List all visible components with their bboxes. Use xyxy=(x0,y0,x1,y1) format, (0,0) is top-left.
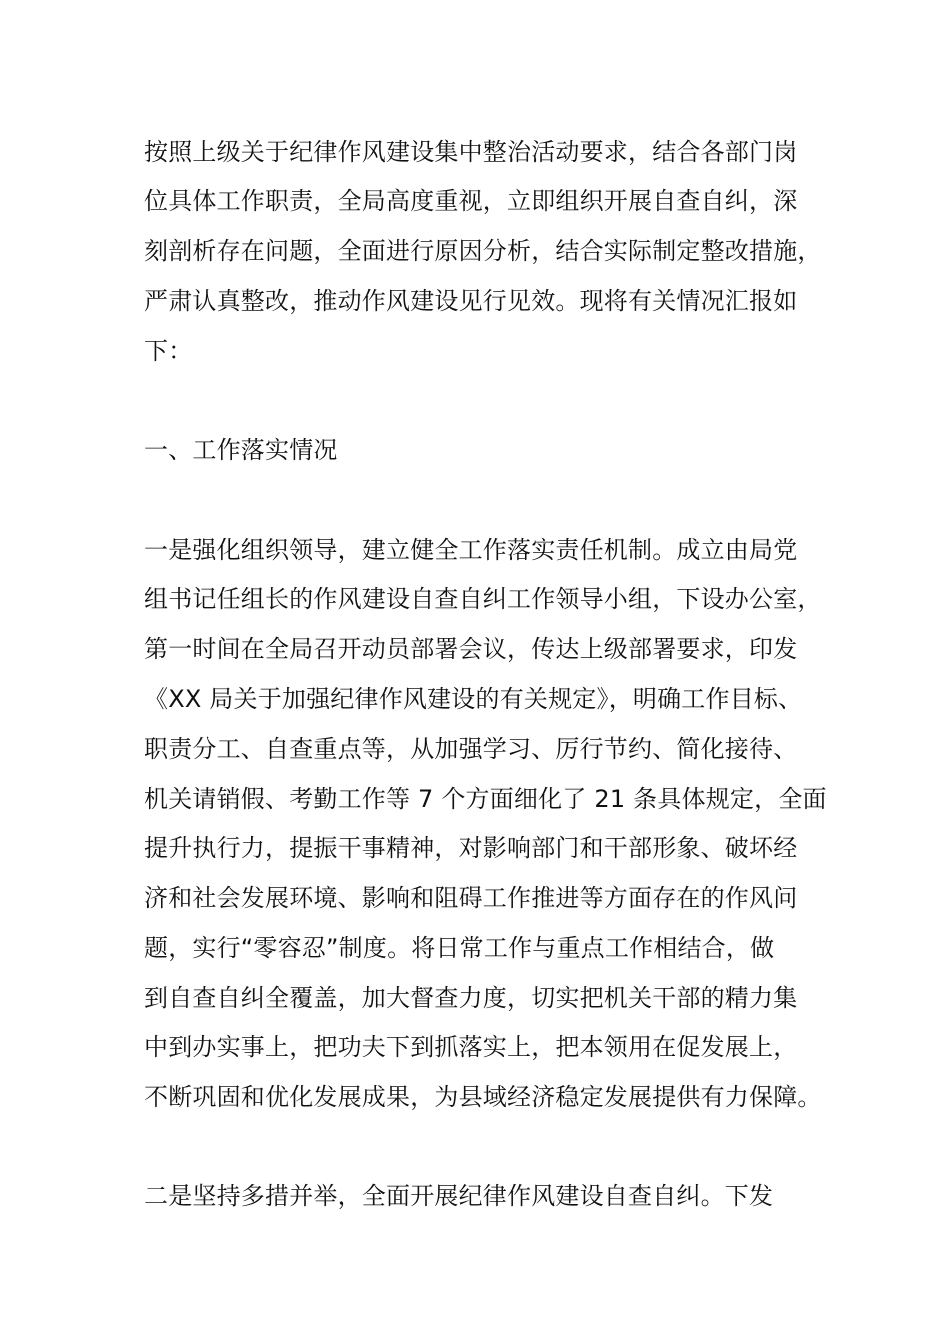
text-line: 下： xyxy=(144,337,193,365)
text-line: 提升执行力，提振干事精神，对影响部门和干部形象、破坏经 xyxy=(144,834,798,862)
text-line: 到自查自纠全覆盖，加大督查力度，切实把机关干部的精力集 xyxy=(144,984,798,1012)
text-line: 职责分工、自查重点等，从加强学习、厉行节约、简化接待、 xyxy=(144,735,798,763)
text-line: 济和社会发展环境、影响和阻碍工作推进等方面存在的作风问 xyxy=(144,884,798,912)
text-line: 组书记任组长的作风建设自查自纠工作领导小组，下设办公室， xyxy=(144,585,822,613)
text-line: 二是坚持多措并举，全面开展纪律作风建设自查自纠。下发 xyxy=(144,1182,774,1210)
text-line: 《XX 局关于加强纪律作风建设的有关规定》，明确工作目标、 xyxy=(144,685,803,713)
heading-text: 一、工作落实情况 xyxy=(144,436,338,464)
text-line: 第一时间在全局召开动员部署会议，传达上级部署要求，印发 xyxy=(144,635,798,663)
text-line: 位具体工作职责，全局高度重视，立即组织开展自查自纠，深 xyxy=(144,187,798,215)
text-line: 刻剖析存在问题，全面进行原因分析，结合实际制定整改措施， xyxy=(144,237,822,265)
text-line: 严肃认真整改，推动作风建设见行见效。现将有关情况汇报如 xyxy=(144,287,798,315)
text-line: 题，实行“零容忍”制度。将日常工作与重点工作相结合，做 xyxy=(144,934,775,962)
text-line: 中到办实事上，把功夫下到抓落实上，把本领用在促发展上， xyxy=(144,1033,798,1061)
text-line: 按照上级关于纪律作风建设集中整治活动要求，结合各部门岗 xyxy=(144,138,798,166)
text-line: 不断巩固和优化发展成果，为县域经济稳定发展提供有力保障。 xyxy=(144,1083,822,1111)
text-line: 一是强化组织领导，建立健全工作落实责任机制。成立由局党 xyxy=(144,536,798,564)
text-line: 机关请销假、考勤工作等 7 个方面细化了 21 条具体规定，全面 xyxy=(144,785,827,813)
